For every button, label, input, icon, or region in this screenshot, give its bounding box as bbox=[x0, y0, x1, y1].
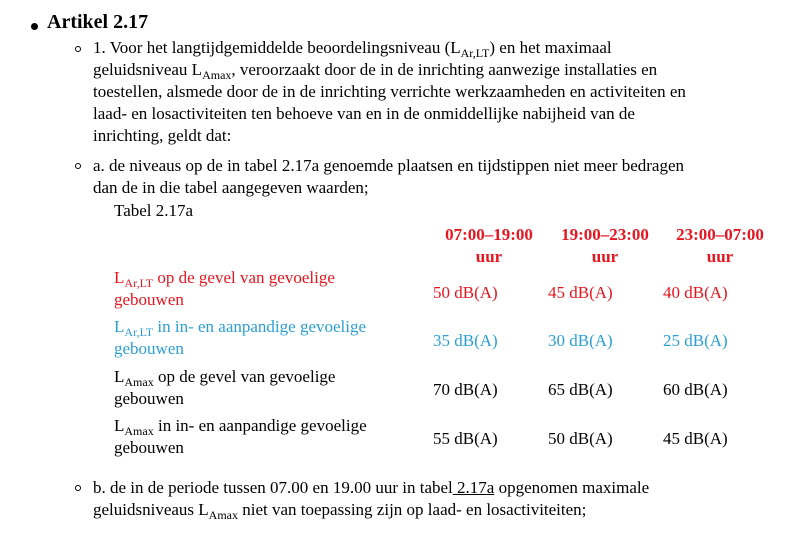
table-header-night: 23:00–07:00 uur bbox=[676, 225, 764, 266]
table-cell: 60 dB(A) bbox=[663, 380, 728, 399]
table-cell: 55 dB(A) bbox=[433, 429, 498, 448]
table-row-label: $L_{Amax}$ in in- en aanpandige gevoelige gebouwen bbox=[114, 416, 367, 457]
item-a-line1: a. de niveaus op de in tabel 2.17a genoemde plaatsen en tijdstippen niet meer bedragen bbox=[93, 156, 685, 175]
table-row-label: $L_{Ar,LT}$ in in- en aanpandige gevoelige gebouwen bbox=[114, 317, 367, 358]
item1-paragraph bbox=[93, 37, 783, 147]
item-b-paragraph bbox=[93, 477, 783, 521]
item-b-line2: geluidsniveaus $L_{Amax}$ niet van toepassing zijn op laad- en losactiviteiten; bbox=[93, 500, 587, 522]
table-cell: 45 dB(A) bbox=[663, 429, 728, 448]
table-caption: Tabel 2.17a bbox=[114, 201, 194, 220]
item1-line4: laad- en losactiviteiten ten behoeve van en in de onmiddellijke nabijheid van de bbox=[93, 104, 635, 123]
item1-line3: toestellen, alsmede door de in de inrichting verrichte werkzaamheden en activiteiten en bbox=[93, 82, 686, 101]
table-header-evening: 19:00–23:00 uur bbox=[561, 225, 649, 266]
article-title: Artikel 2.17 bbox=[47, 11, 149, 33]
heading-bullet-icon bbox=[31, 23, 38, 30]
item-b-line1: b. de in de periode tussen 07.00 en 19.00 uur in tabel 2.17a opgenomen maximale bbox=[93, 478, 650, 497]
item1-line2: geluidsniveau $L_{Amax}$, veroorzaakt door de in de inrichting aanwezige installaties en bbox=[93, 60, 658, 82]
item1-bullet-icon bbox=[75, 46, 81, 52]
table-cell: 40 dB(A) bbox=[663, 283, 728, 302]
table-cell: 25 dB(A) bbox=[663, 331, 728, 350]
table-reference-link[interactable]: 2.17a bbox=[457, 478, 495, 497]
table-cell: 30 dB(A) bbox=[548, 331, 613, 350]
item-b-bullet-icon bbox=[75, 485, 81, 491]
table-cell: 45 dB(A) bbox=[548, 283, 613, 302]
table-cell: 35 dB(A) bbox=[433, 331, 498, 350]
table-cell: 50 dB(A) bbox=[433, 283, 498, 302]
table-row-label: $L_{Amax}$ op de gevel van gevoelige gebouwen bbox=[114, 367, 336, 408]
item1-line1: 1. Voor het langtijdgemiddelde beoordelingsniveau $(L_{Ar,LT})$ en het maximaal bbox=[93, 38, 612, 60]
item-a-bullet-icon bbox=[75, 163, 81, 169]
item-a-line2: dan de in die tabel aangegeven waarden; bbox=[93, 178, 369, 197]
table-row-label: $L_{Ar,LT}$ op de gevel van gevoelige gebouwen bbox=[114, 268, 335, 309]
table-cell: 50 dB(A) bbox=[548, 429, 613, 448]
table-cell: 65 dB(A) bbox=[548, 380, 613, 399]
table-cell: 70 dB(A) bbox=[433, 380, 498, 399]
item-a-paragraph bbox=[93, 155, 783, 199]
table-header-day: 07:00–19:00 uur bbox=[445, 225, 533, 266]
item1-line5: inrichting, geldt dat: bbox=[93, 126, 232, 145]
